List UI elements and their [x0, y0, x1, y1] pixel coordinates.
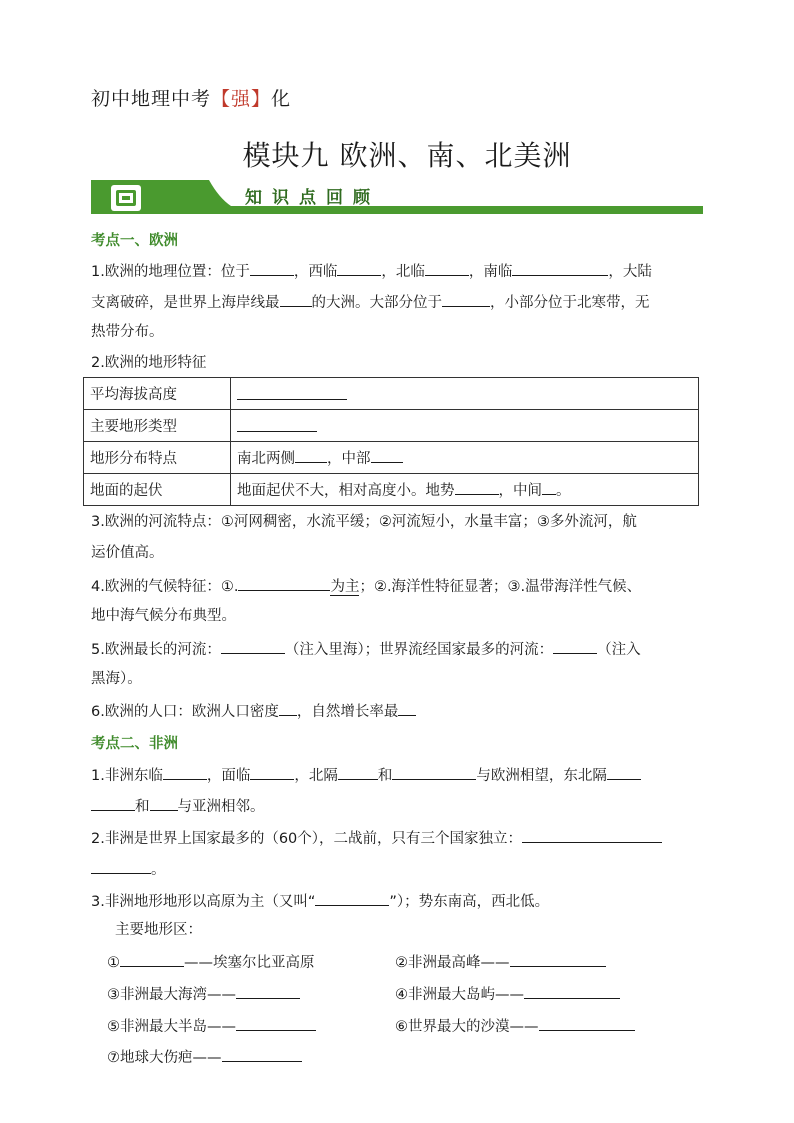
europe-p1-line3: 热带分布。 — [91, 324, 164, 340]
page-header — [91, 84, 291, 111]
europe-p5-line1: 5.欧洲最长的河流： （注入里海）；世界流经国家最多的河流： （注入 — [91, 638, 641, 660]
europe-p4-line2: 地中海气候分布典型。 — [91, 608, 236, 624]
section-title-africa: 考点二、非洲 — [91, 736, 178, 752]
table-row — [84, 410, 699, 442]
module-title: 模块九 欧洲、南、北美洲 — [242, 139, 572, 172]
africa-p1-line2: 和 与亚洲相邻。 — [91, 795, 265, 817]
table-cell-label: 主要地形类型 — [84, 410, 231, 442]
terrain-table — [83, 377, 699, 506]
table-cell-value: 南北两侧 ，中部 — [231, 442, 699, 474]
europe-p2: 2.欧洲的地形特征 — [91, 355, 207, 371]
landform-item-1: ① ——埃塞尔比亚高原 — [107, 951, 315, 972]
europe-p3-line1: 3.欧洲的河流特点：①河网稠密，水流平缓；②河流短小，水量丰富；③多外流河，航 — [91, 514, 637, 530]
europe-p3-line2: 运价值高。 — [91, 545, 164, 561]
europe-p5-line2: 黑海）。 — [91, 671, 142, 687]
table-cell-label: 地面的起伏 — [84, 474, 231, 506]
table-cell-value — [231, 378, 699, 410]
table-row — [84, 442, 699, 474]
table-cell-label: 平均海拔高度 — [84, 378, 231, 410]
landform-item-7: ⑦地球大伤疤—— — [107, 1046, 302, 1067]
banner-title: 知识点回顾 — [245, 188, 380, 208]
europe-p1-line2: 支离破碎，是世界上海岸线最 的大洲。大部分位于 ，小部分位于北寒带，无 — [91, 291, 650, 313]
header-suffix: 化 — [271, 88, 292, 110]
landform-item-3: ③非洲最大海湾—— — [107, 983, 300, 1004]
section-banner — [91, 180, 703, 216]
europe-p1-line1: 1.欧洲的地理位置：位于 ，西临 ，北临 ，南临 ，大陆 — [91, 260, 652, 282]
header-prefix: 初中地理中考 — [91, 88, 212, 110]
africa-p2-line1: 2.非洲是世界上国家最多的（60个），二战前，只有三个国家独立： — [91, 827, 662, 849]
africa-p1-line1: 1.非洲东临 ，面临 ，北隔 和 与欧洲相望，东北隔 — [91, 764, 641, 786]
landform-item-6: ⑥世界最大的沙漠—— — [395, 1015, 635, 1036]
europe-p4-line1: 4.欧洲的气候特征：①. 为主；②.海洋性特征显著；③.温带海洋性气候、 — [91, 575, 641, 597]
section-title-europe: 考点一、欧洲 — [91, 233, 178, 249]
table-cell-label: 地形分布特点 — [84, 442, 231, 474]
europe-p6: 6.欧洲的人口：欧洲人口密度 ，自然增长率最 — [91, 700, 416, 722]
table-row — [84, 378, 699, 410]
table-row — [84, 474, 699, 506]
landform-item-5: ⑤非洲最大半岛—— — [107, 1015, 316, 1036]
table-cell-value — [231, 410, 699, 442]
africa-p3-line1: 3.非洲地形地形以高原为主（又叫“ ”）；势东南高，西北低。 — [91, 890, 549, 912]
africa-p3-line2: 主要地形区： — [115, 922, 202, 938]
africa-p2-line2: 。 — [91, 858, 166, 880]
landform-item-4: ④非洲最大岛屿—— — [395, 983, 620, 1004]
table-cell-value: 地面起伏不大，相对高度小。地势 ，中间 。 — [231, 474, 699, 506]
header-strong: 【强】 — [211, 88, 272, 110]
landform-item-2: ②非洲最高峰—— — [395, 951, 606, 972]
